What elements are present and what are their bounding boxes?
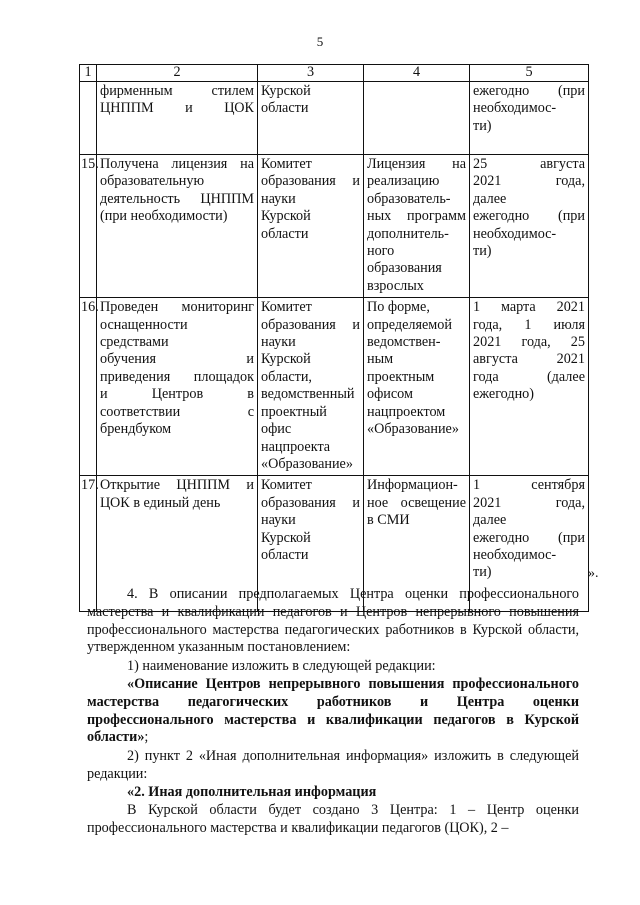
row-number [80, 82, 97, 155]
header-cell: 1 [80, 65, 97, 82]
cell-line: науки [261, 512, 296, 529]
cell-line: года, 1 июля [473, 316, 585, 333]
cell-line: брендбуком [100, 421, 172, 438]
cell-line: года (далее [473, 368, 585, 385]
header-cell: 3 [258, 65, 364, 82]
cell-line: ежегодно (при [473, 83, 585, 99]
cell-line: 1 сентября [473, 477, 585, 494]
cell-line: ЦОК в единый день [100, 494, 221, 511]
cell-line: средствами [100, 334, 169, 351]
page-number: 5 [316, 34, 324, 49]
cell-line: области [261, 100, 309, 117]
cell-line: фирменным стилем [100, 83, 254, 99]
cell-line: взрослых [367, 277, 424, 294]
cell-line: области [261, 225, 309, 242]
new-title-tail: ; [144, 729, 149, 746]
cell-line: ти) [473, 243, 492, 260]
cell-line: ведомствен- [367, 334, 441, 351]
closing-quote: ». [588, 566, 599, 581]
cell-line: ного [367, 243, 395, 260]
cell-line: ное освещение [367, 494, 466, 511]
cell-line: Курской [261, 83, 311, 99]
cell-line: образователь- [367, 190, 451, 207]
cell-line: и Центров в [100, 386, 254, 403]
cell-line: По форме, [367, 299, 430, 316]
cell-line: образования [367, 260, 442, 277]
cell-line: Курской [261, 351, 311, 368]
deadline-cell [470, 82, 589, 155]
cell-line: деятельность ЦНППМ [100, 190, 254, 207]
row-number: 15. [80, 155, 97, 298]
cell-line: оснащенности [100, 316, 188, 333]
cell-line: ежегодно (при [473, 529, 585, 546]
header-cell: 4 [364, 65, 470, 82]
cell-line: ежегодно) [473, 386, 534, 403]
cell-line: проектный [261, 403, 327, 420]
cell-line: 1 марта 2021 [473, 299, 585, 316]
paragraph-4-new-title [87, 676, 579, 747]
event-cell [97, 82, 258, 155]
cell-line: Получена лицензия на [100, 156, 254, 172]
section-heading: «2. Иная дополнительная информация [127, 784, 377, 800]
cell-line: Курской [261, 529, 311, 546]
cell-line: реализацию [367, 173, 440, 190]
cell-line: в СМИ [367, 512, 410, 529]
cell-line: Комитет [261, 477, 312, 494]
cell-line: ЦНППМ и ЦОК [100, 100, 254, 117]
cell-line: (при необходимости) [100, 208, 228, 225]
cell-line: Комитет [261, 156, 312, 172]
cell-line: далее [473, 190, 507, 207]
cell-line: Открытие ЦНППМ и [100, 477, 254, 494]
cell-line: науки [261, 190, 296, 207]
row-number: 16. [80, 298, 97, 476]
cell-line: августа 2021 [473, 351, 585, 368]
cell-line: дополнитель- [367, 225, 449, 242]
new-title-text: «Описание Центров непрерывного повышения профессионального мастерства педагогических работников и Центра оценки профессионального мастерства и квалификации педагогов в Курской области» [87, 676, 579, 746]
cell-line: Лицензия на [367, 156, 466, 172]
cell-line: необходимос- [473, 100, 557, 117]
cell-line: ти) [473, 117, 492, 134]
cell-line: ведомственный [261, 386, 355, 403]
event-cell [97, 155, 258, 298]
result-cell [364, 155, 470, 298]
cell-line: необходимос- [473, 225, 557, 242]
cell-line: обучения и [100, 351, 254, 368]
cell-line: 25 августа [473, 156, 585, 172]
cell-line: ных программ [367, 208, 466, 225]
table-row [80, 298, 589, 476]
cell-line: науки [261, 334, 296, 351]
cell-line: ежегодно (при [473, 208, 585, 225]
cell-line: области, [261, 368, 312, 385]
cell-line: проектным [367, 368, 435, 385]
cell-line: ным [367, 351, 394, 368]
paragraph-4: 4. В описании предполагаемых Центра оценки профессионального мастерства и квалификации педагогов и Центров непрерывного повышения профессионального мастерства педагогических работников в Курской области, утвержденном указанным постановлением: [87, 586, 579, 656]
cell-line: офис [261, 421, 292, 438]
responsible-cell [258, 298, 364, 476]
cell-line: нацпроекта [261, 438, 331, 455]
cell-line: Комитет [261, 299, 312, 316]
paragraph-4-item-1: 1) наименование изложить в следующей редакции: [127, 658, 436, 674]
cell-line: соответствии с [100, 403, 254, 420]
paragraph-4-item-2: 2) пункт 2 «Иная дополнительная информация» изложить в следующей редакции: [87, 748, 579, 782]
header-cell: 5 [470, 65, 589, 82]
deadline-cell [470, 298, 589, 476]
row-number: 17. [80, 476, 97, 612]
cell-line: образовательную [100, 173, 205, 190]
cell-line: Информацион- [367, 477, 458, 494]
paragraph-body: В Курской области будет создано 3 Центра: 1 – Центр оценки профессионального мастерства и квалификации педагогов (ЦОК), 2 – [87, 802, 579, 836]
responsible-cell [258, 82, 364, 155]
table-row [80, 82, 589, 155]
cell-line: приведения площадок [100, 368, 254, 385]
deadline-cell [470, 155, 589, 298]
cell-line: образования и [261, 494, 360, 511]
cell-line: образования и [261, 316, 360, 333]
cell-line: области [261, 546, 309, 563]
cell-line: далее [473, 512, 507, 529]
table-row [80, 155, 589, 298]
result-cell [364, 82, 470, 155]
cell-line: офисом [367, 386, 413, 403]
result-cell [364, 298, 470, 476]
cell-line: Проведен мониторинг [100, 299, 254, 316]
table-header-row [80, 65, 589, 82]
header-cell: 2 [97, 65, 258, 82]
cell-line: 2021 года, 25 [473, 334, 585, 351]
cell-line: Курской [261, 208, 311, 225]
cell-line: необходимос- [473, 546, 557, 563]
cell-line: 2021 года, [473, 173, 585, 190]
cell-line: нацпроектом [367, 403, 446, 420]
cell-line: образования и [261, 173, 360, 190]
cell-line: «Образование» [367, 421, 459, 438]
event-cell [97, 298, 258, 476]
cell-line: «Образование» [261, 455, 353, 472]
cell-line: 2021 года, [473, 494, 585, 511]
cell-line: определяемой [367, 316, 452, 333]
cell-line: ти) [473, 564, 492, 581]
responsible-cell [258, 155, 364, 298]
events-table [79, 64, 589, 612]
